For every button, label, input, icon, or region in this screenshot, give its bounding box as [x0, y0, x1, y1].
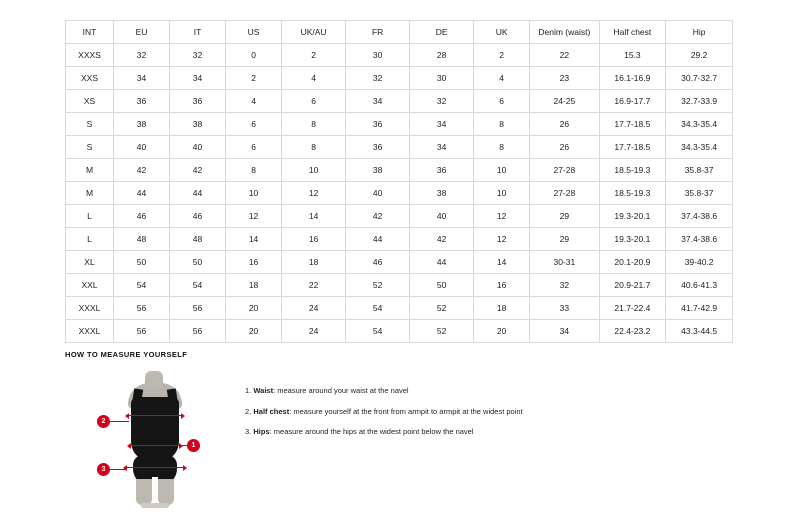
table-cell: 20.9-21.7	[599, 274, 666, 297]
column-header: FR	[346, 21, 410, 44]
table-cell: XXXS	[66, 44, 114, 67]
instruction-text: : measure around the hips at the widest point below the navel	[269, 427, 474, 437]
table-row	[66, 228, 733, 251]
table-row	[66, 136, 733, 159]
badge-half-chest: 2	[97, 415, 110, 428]
table-cell: 52	[410, 297, 474, 320]
table-cell: 54	[170, 274, 226, 297]
table-cell: XXL	[66, 274, 114, 297]
table-cell: 0	[226, 44, 282, 67]
table-cell: 56	[114, 320, 170, 343]
table-cell: 56	[114, 297, 170, 320]
table-cell: 36	[346, 136, 410, 159]
table-cell: 32	[346, 67, 410, 90]
table-cell: 46	[346, 251, 410, 274]
table-cell: 50	[114, 251, 170, 274]
table-cell: 32	[530, 274, 599, 297]
instruction-text: : measure around your waist at the navel	[273, 386, 409, 395]
table-cell: 50	[170, 251, 226, 274]
table-cell: 4	[474, 67, 530, 90]
badge-hips: 3	[97, 463, 110, 476]
table-cell: 18	[226, 274, 282, 297]
table-cell: 2	[282, 44, 346, 67]
table-cell: 29	[530, 228, 599, 251]
table-cell: 8	[474, 136, 530, 159]
table-cell: 20	[226, 297, 282, 320]
table-cell: 4	[282, 67, 346, 90]
table-row	[66, 67, 733, 90]
badge-waist: 1	[187, 439, 200, 452]
table-cell: 10	[474, 159, 530, 182]
table-cell: 54	[346, 297, 410, 320]
column-header: Half chest	[599, 21, 666, 44]
table-cell: 12	[474, 205, 530, 228]
badge-3-connector	[110, 469, 127, 470]
table-cell: 20	[226, 320, 282, 343]
how-to-measure-section	[65, 350, 765, 511]
column-header: INT	[66, 21, 114, 44]
size-chart-container	[65, 20, 733, 343]
table-cell: 44	[410, 251, 474, 274]
table-cell: 16.1-16.9	[599, 67, 666, 90]
mannequin-torso	[131, 397, 179, 459]
column-header: Hip	[666, 21, 733, 44]
table-cell: 27-28	[530, 159, 599, 182]
table-header-row	[66, 21, 733, 44]
table-cell: 6	[226, 136, 282, 159]
table-cell: 2	[226, 67, 282, 90]
table-cell: 27-28	[530, 182, 599, 205]
table-row	[66, 90, 733, 113]
table-cell: 10	[226, 182, 282, 205]
table-row	[66, 182, 733, 205]
table-cell: 36	[346, 113, 410, 136]
table-cell: 10	[474, 182, 530, 205]
table-cell: 50	[410, 274, 474, 297]
table-cell: 16	[282, 228, 346, 251]
instruction-text: : measure yourself at the front from armpit to armpit at the widest point	[289, 406, 523, 416]
table-cell: L	[66, 205, 114, 228]
table-cell: XL	[66, 251, 114, 274]
table-cell: XXS	[66, 67, 114, 90]
table-cell: 21.7-22.4	[599, 297, 666, 320]
table-cell: 12	[226, 205, 282, 228]
column-header: UK	[474, 21, 530, 44]
column-header: Denim (waist)	[530, 21, 599, 44]
table-cell: 32	[410, 90, 474, 113]
table-cell: 22	[530, 44, 599, 67]
size-chart-table	[65, 20, 733, 343]
table-cell: 42	[114, 159, 170, 182]
table-row	[66, 44, 733, 67]
column-header: DE	[410, 21, 474, 44]
table-cell: 34	[410, 113, 474, 136]
table-cell: 30-31	[530, 251, 599, 274]
table-cell: 34.3-35.4	[666, 113, 733, 136]
table-cell: 40.6-41.3	[666, 274, 733, 297]
table-cell: 19.3-20.1	[599, 228, 666, 251]
table-cell: 54	[114, 274, 170, 297]
table-cell: 38	[410, 182, 474, 205]
table-cell: 30	[410, 67, 474, 90]
table-cell: 34.3-35.4	[666, 136, 733, 159]
table-cell: 37.4-38.6	[666, 205, 733, 228]
table-cell: 42	[410, 228, 474, 251]
table-cell: 37.4-38.6	[666, 228, 733, 251]
hip-measure-arrow	[127, 467, 183, 468]
table-cell: 12	[474, 228, 530, 251]
table-cell: 30	[346, 44, 410, 67]
mannequin-neck	[145, 371, 163, 387]
table-body	[66, 44, 733, 343]
column-header: US	[226, 21, 282, 44]
table-cell: 24	[282, 320, 346, 343]
table-cell: 16.9-17.7	[599, 90, 666, 113]
table-cell: 14	[282, 205, 346, 228]
table-cell: 14	[226, 228, 282, 251]
table-cell: 29.2	[666, 44, 733, 67]
table-cell: 35.8-37	[666, 182, 733, 205]
mannequin-figure	[95, 371, 215, 511]
instruction-number: 3.	[245, 427, 252, 437]
table-cell: 32.7-33.9	[666, 90, 733, 113]
table-row	[66, 251, 733, 274]
table-cell: 44	[170, 182, 226, 205]
table-cell: 41.7-42.9	[666, 297, 733, 320]
column-header: IT	[170, 21, 226, 44]
table-cell: 20	[474, 320, 530, 343]
table-cell: 36	[114, 90, 170, 113]
measure-instruction-item	[245, 426, 523, 438]
how-to-measure-title: HOW TO MEASURE YOURSELF	[65, 350, 188, 359]
table-cell: 42	[170, 159, 226, 182]
table-cell: 16	[226, 251, 282, 274]
measure-instruction-item	[245, 385, 523, 397]
table-cell: 10	[282, 159, 346, 182]
table-cell: 33	[530, 297, 599, 320]
table-cell: 4	[226, 90, 282, 113]
table-cell: 8	[282, 136, 346, 159]
table-row	[66, 274, 733, 297]
table-cell: 34	[114, 67, 170, 90]
table-cell: 23	[530, 67, 599, 90]
table-cell: 34	[346, 90, 410, 113]
table-row	[66, 297, 733, 320]
table-cell: 32	[114, 44, 170, 67]
table-cell: 24	[282, 297, 346, 320]
table-cell: S	[66, 113, 114, 136]
table-cell: 26	[530, 113, 599, 136]
half-chest-measure-arrow	[129, 415, 181, 416]
table-cell: 34	[170, 67, 226, 90]
table-cell: 18	[474, 297, 530, 320]
table-cell: 44	[346, 228, 410, 251]
instruction-term: Waist	[253, 386, 274, 395]
table-cell: 56	[170, 320, 226, 343]
measure-instruction-item	[245, 406, 523, 418]
table-cell: 38	[346, 159, 410, 182]
mannequin-stand	[141, 503, 169, 508]
instruction-number: 2.	[245, 406, 252, 416]
table-cell: 30.7-32.7	[666, 67, 733, 90]
table-cell: 6	[226, 113, 282, 136]
table-cell: 24-25	[530, 90, 599, 113]
table-cell: 34	[530, 320, 599, 343]
table-cell: 12	[282, 182, 346, 205]
column-header: EU	[114, 21, 170, 44]
table-cell: 6	[282, 90, 346, 113]
table-cell: 18	[282, 251, 346, 274]
table-cell: 32	[170, 44, 226, 67]
table-cell: XXXL	[66, 320, 114, 343]
table-row	[66, 320, 733, 343]
table-cell: 48	[114, 228, 170, 251]
table-cell: 8	[474, 113, 530, 136]
how-to-measure-body	[65, 371, 765, 511]
mannequin-leg-gap	[152, 477, 158, 505]
table-cell: 18.5-19.3	[599, 182, 666, 205]
table-cell: S	[66, 136, 114, 159]
table-header	[66, 21, 733, 44]
table-cell: 18.5-19.3	[599, 159, 666, 182]
badge-2-connector	[110, 421, 129, 422]
table-cell: 35.8-37	[666, 159, 733, 182]
table-cell: 48	[170, 228, 226, 251]
table-cell: 26	[530, 136, 599, 159]
table-cell: 46	[114, 205, 170, 228]
table-cell: L	[66, 228, 114, 251]
table-cell: 14	[474, 251, 530, 274]
measure-instructions	[245, 371, 523, 447]
table-cell: 28	[410, 44, 474, 67]
table-cell: 20.1-20.9	[599, 251, 666, 274]
table-cell: 44	[114, 182, 170, 205]
table-cell: 16	[474, 274, 530, 297]
table-cell: XXXL	[66, 297, 114, 320]
table-cell: 38	[114, 113, 170, 136]
table-cell: 36	[410, 159, 474, 182]
table-cell: 34	[410, 136, 474, 159]
table-cell: 2	[474, 44, 530, 67]
instruction-term: Hips	[253, 427, 270, 437]
table-cell: 38	[170, 113, 226, 136]
mannequin-leg-right	[158, 479, 174, 505]
table-cell: XS	[66, 90, 114, 113]
table-cell: 40	[410, 205, 474, 228]
table-cell: 36	[170, 90, 226, 113]
table-cell: 8	[282, 113, 346, 136]
table-cell: 52	[346, 274, 410, 297]
table-cell: 42	[346, 205, 410, 228]
table-row	[66, 113, 733, 136]
table-cell: M	[66, 159, 114, 182]
table-cell: 22.4-23.2	[599, 320, 666, 343]
table-cell: 22	[282, 274, 346, 297]
table-cell: 15.3	[599, 44, 666, 67]
table-row	[66, 159, 733, 182]
instruction-number: 1.	[245, 386, 252, 395]
table-cell: 40	[346, 182, 410, 205]
table-cell: 43.3-44.5	[666, 320, 733, 343]
table-cell: 17.7-18.5	[599, 113, 666, 136]
table-cell: 40	[170, 136, 226, 159]
waist-measure-arrow	[131, 445, 179, 446]
table-row	[66, 205, 733, 228]
table-cell: 8	[226, 159, 282, 182]
table-cell: 17.7-18.5	[599, 136, 666, 159]
table-cell: 46	[170, 205, 226, 228]
table-cell: 19.3-20.1	[599, 205, 666, 228]
table-cell: 29	[530, 205, 599, 228]
table-cell: M	[66, 182, 114, 205]
table-cell: 52	[410, 320, 474, 343]
table-cell: 6	[474, 90, 530, 113]
table-cell: 39-40.2	[666, 251, 733, 274]
instruction-term: Half chest	[253, 406, 290, 416]
column-header: UK/AU	[282, 21, 346, 44]
table-cell: 54	[346, 320, 410, 343]
mannequin-leg-left	[136, 479, 152, 505]
table-cell: 56	[170, 297, 226, 320]
table-cell: 40	[114, 136, 170, 159]
